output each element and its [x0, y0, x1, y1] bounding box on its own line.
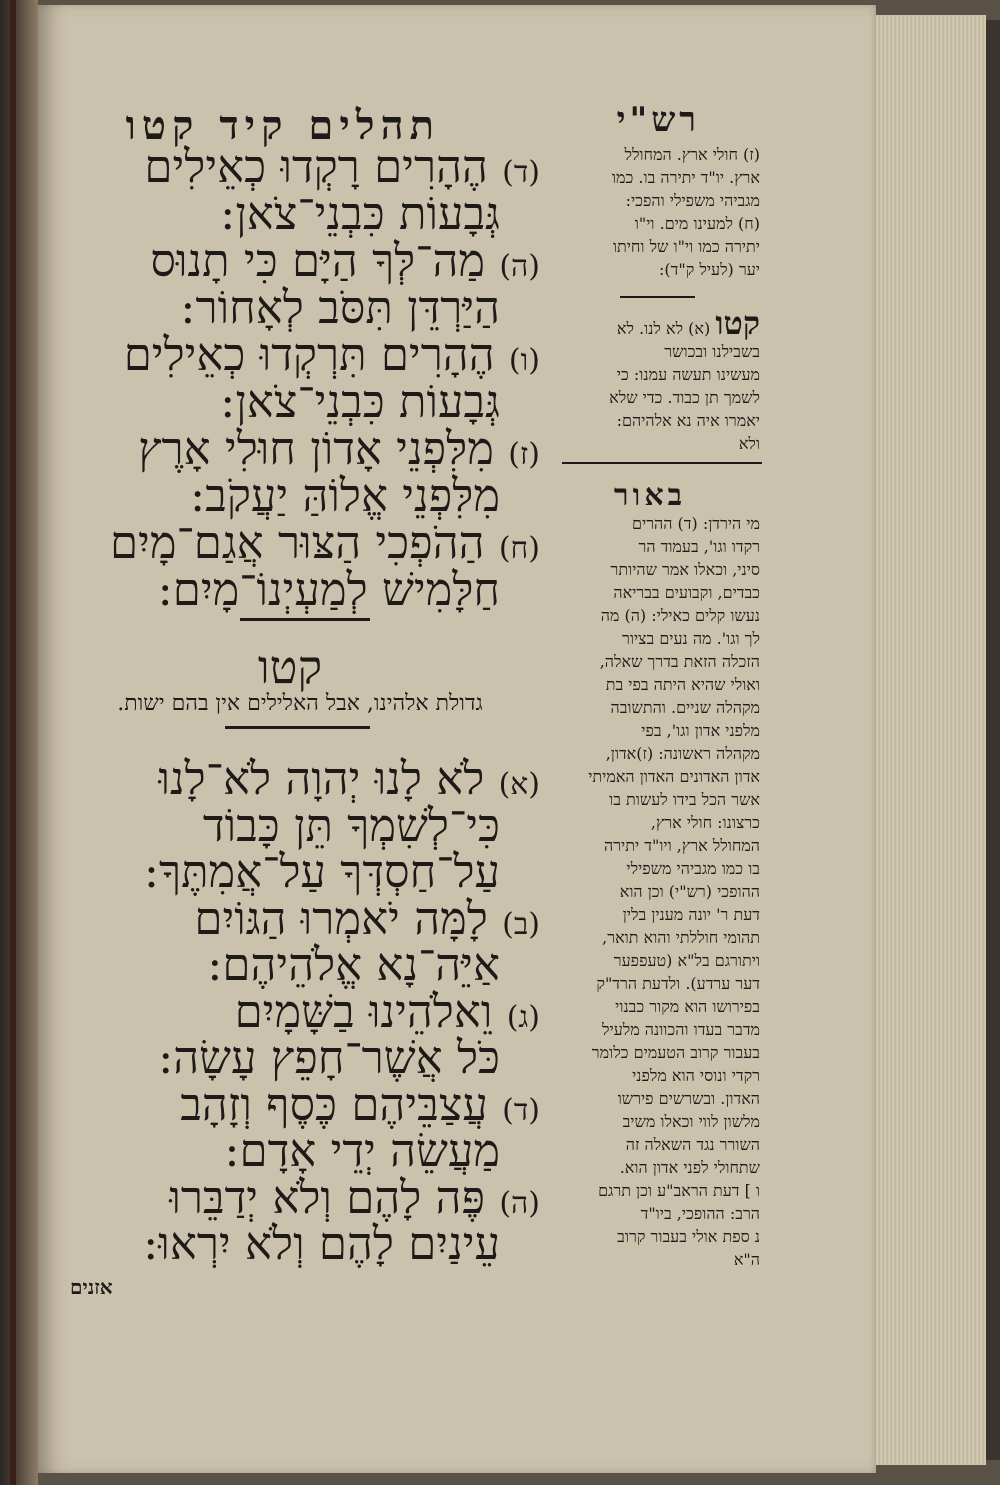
verse-line: [140, 752, 540, 805]
commentary-line: אדון האדונים האדון האמיתי: [588, 767, 760, 786]
verse-text: מִלִּפְנֵי אָדוֹן חוּלִי אָרֶץ: [138, 422, 494, 475]
katan-commentary: [560, 304, 760, 455]
verse-number: (ג): [506, 999, 540, 1035]
verse-line: [140, 1171, 540, 1224]
commentary-line: בפירושו הוא מקור כבנוי: [615, 997, 760, 1016]
verse-number: (ז): [508, 437, 540, 472]
psalm-subtitle: גדולת אלהינו, אבל האלילים אין בהם ישות.: [117, 691, 483, 716]
verse-text: הֶהָרִים תִּרְקְדוּ כְאֵילִים: [123, 328, 495, 381]
katan-line: (א) לא לנו. לא: [616, 319, 711, 338]
rashi-header: רש"י: [616, 100, 700, 140]
commentary-line: תהומי חוללתי והוא תואר,: [602, 928, 760, 947]
commentary-line: נ ספת אולי בעבור קרוב: [617, 1227, 760, 1246]
commentary-line: מקהלה ראשונה: (ז)אדון,: [605, 744, 760, 763]
commentary-line: ארץ. יו"ד יתירה בו. כמו: [611, 168, 760, 187]
verse-number: (ה): [499, 1185, 540, 1221]
commentary-line: ההופכי (רש"י) וכן הוא: [619, 882, 760, 901]
verse-line: [140, 187, 500, 240]
rashi-divider: [620, 296, 695, 298]
commentary-line: השורר נגד השאלה זה: [625, 1135, 760, 1154]
commentary-line: בו כמו מגביהי משפילי: [626, 859, 760, 878]
verse-line: [140, 563, 500, 616]
verse-text: וֵאלֹהֵינוּ בַשָּׁמָיִם: [234, 984, 493, 1038]
verse-text: מַעֲשֵׂה יְדֵי אָדָם:: [224, 1124, 500, 1177]
verse-line: [123, 328, 540, 381]
verse-line: [140, 1124, 500, 1177]
commentary-line: רקדו וגו', בעמוד הר: [638, 537, 760, 556]
beur-divider: [562, 462, 762, 464]
rashi-commentary: [560, 143, 760, 281]
verse-number: (א): [498, 767, 540, 802]
katan-line: ולא: [738, 434, 760, 453]
commentary-line: ה"א: [733, 1250, 760, 1269]
verse-number: (ח): [498, 531, 540, 566]
verse-text: לֹא לָנוּ יְהוָה לֹא־לָנוּ: [158, 752, 485, 805]
verse-text: חַלָּמִישׁ לְמַעְיְנוֹ־מָיִם:: [157, 563, 500, 616]
commentary-line: אשר הכל בידו לעשות בו: [609, 790, 760, 809]
verse-line: [140, 1078, 540, 1131]
verse-text: לָמָּה יֹאמְרוּ הַגּוֹיִם: [194, 891, 488, 945]
verse-number: (ו): [508, 343, 540, 378]
commentary-line: סיני, וכאלו אמר שהיותר: [610, 560, 760, 579]
commentary-line: ו ] דעת הראב"ע וכן תרגם: [598, 1181, 760, 1200]
katan-line: לשמך תן כבוד. כדי שלא: [609, 388, 760, 407]
book-spine: [0, 0, 38, 1485]
commentary-line: יתירה כמו וי"ו של וחיתו: [612, 237, 760, 256]
commentary-line: דעת ר' יונה מענין בלין: [622, 905, 760, 924]
katan-line: מעשינו תעשה עמנו: כי: [616, 365, 760, 384]
commentary-line: מדבר בעדו והכוונה מלעיל: [602, 1020, 760, 1039]
commentary-line: יער (לעיל ק"ד):: [659, 260, 760, 279]
commentary-line: בעבור קרוב הטעמים כלומר: [591, 1043, 760, 1062]
commentary-line: לך וגו'. מה נעים בציור: [621, 629, 760, 648]
verse-line: [140, 938, 500, 991]
commentary-line: האדון. ובשרשים פירשו: [617, 1089, 760, 1108]
verse-line: [109, 516, 540, 569]
spine-binding: [10, 0, 16, 1485]
section-divider-bottom: [225, 726, 370, 729]
verse-text: גְּבָעוֹת כִּבְנֵי־צֹאן:: [220, 375, 500, 428]
verse-text: הַהֹפְכִי הַצּוּר אֲגַם־מָיִם: [109, 516, 485, 569]
verse-text: עַל־חַסְדְּךָ עַל־אֲמִתֶּךָ:: [143, 845, 500, 898]
verse-number: (ד): [502, 1092, 540, 1128]
verse-line: [140, 892, 540, 945]
verse-line: [140, 469, 500, 522]
verse-text: גְּבָעוֹת כִּבְנֵי־צֹאן:: [220, 187, 500, 240]
verse-line: [140, 140, 540, 193]
katan-word: קטו: [715, 304, 760, 342]
verse-text: עֲצַבֵּיהֶם כֶּסֶף וְזָהָב: [180, 1077, 488, 1131]
commentary-line: ואולי שהיא היתה בפי בת: [605, 675, 760, 694]
commentary-line: מלשון לווי וכאלו משיב: [622, 1112, 760, 1131]
commentary-line: ויתורגם בל"א (טעפפער: [613, 951, 760, 970]
verse-line: [140, 422, 540, 475]
verse-line: [140, 234, 540, 287]
katan-line: בשבילנו ובכושר: [664, 342, 760, 361]
commentary-line: הרב: ההופכי, ביו"ד: [640, 1204, 760, 1223]
commentary-line: שתחולי לפני אדון הוא.: [619, 1158, 760, 1177]
verse-text: הַיַּרְדֵּן תִּסֹּב לְאָחוֹר:: [180, 281, 500, 334]
page-stack-edges: [876, 15, 986, 1465]
verse-line: [140, 845, 500, 898]
verse-line: [140, 985, 540, 1038]
commentary-line: (ז) חולי ארץ. המחולל: [624, 145, 760, 164]
verse-line: [140, 1217, 500, 1270]
verse-number: (ה): [499, 249, 540, 284]
beur-header: באור: [613, 478, 687, 513]
psalm-title: קטו: [257, 640, 323, 694]
running-header: תהלים קיד קטו: [125, 102, 440, 149]
book-cover-edge: [986, 20, 1000, 1460]
verse-line: [140, 1031, 500, 1084]
commentary-line: מגביהי משפילי והפכי:: [625, 191, 760, 210]
commentary-line: כרצונו: חולי ארץ,: [650, 813, 760, 832]
katan-line: יאמרו איה נא אלהיהם:: [616, 411, 760, 430]
verse-text: כִּי־לְשִׁמְךָ תֵּן כָּבוֹד: [202, 798, 500, 852]
verse-text: הֶהָרִים רָקְדוּ כְאֵילִים: [144, 140, 488, 193]
commentary-line: מקהלה שניים. והתשובה: [610, 698, 760, 717]
verse-line: [140, 799, 500, 852]
verse-line: [140, 375, 500, 428]
verse-number: (ד): [502, 155, 540, 190]
commentary-line: נעשו קלים כאילי: (ה) מה: [600, 606, 760, 625]
beur-commentary: [560, 512, 760, 1271]
commentary-line: הזכלה הזאת בדרך שאלה,: [599, 652, 760, 671]
verse-text: כֹּל אֲשֶׁר־חָפֵץ עָשָׂה:: [158, 1031, 500, 1084]
verse-text: מִלִּפְנֵי אֱלוֹהַּ יַעֲקֹב:: [190, 469, 500, 522]
verse-text: פֶּה לָהֶם וְלֹא יְדַבֵּרוּ: [169, 1170, 486, 1224]
commentary-line: דער ערדע). ולדעת הרד"ק: [596, 974, 760, 993]
catchword: אזנים: [70, 1275, 113, 1299]
section-divider-top: [240, 618, 370, 621]
commentary-line: מי הירדן: (ד) ההרים: [632, 514, 760, 533]
commentary-line: רקדי ונוסי הוא מלפני: [632, 1066, 760, 1085]
verse-text: מַה־לְּךָ הַיָּם כִּי תָנוּס: [150, 234, 486, 287]
verse-text: אַיֵּה־נָא אֱלֹהֵיהֶם:: [207, 938, 500, 991]
verse-text: עֵינַיִם לָהֶם וְלֹא יִרְאוּ:: [143, 1217, 500, 1270]
commentary-line: (ח) למעינו מים. וי"ו: [634, 214, 760, 233]
commentary-line: כבדים, וקבועים בבריאה: [613, 583, 760, 602]
verse-line: [140, 281, 500, 334]
verse-number: (ב): [502, 906, 540, 942]
commentary-line: מלפני אדון וגו', בפי: [641, 721, 760, 740]
commentary-line: המחולל ארץ, ויו"ד יתירה: [603, 836, 760, 855]
